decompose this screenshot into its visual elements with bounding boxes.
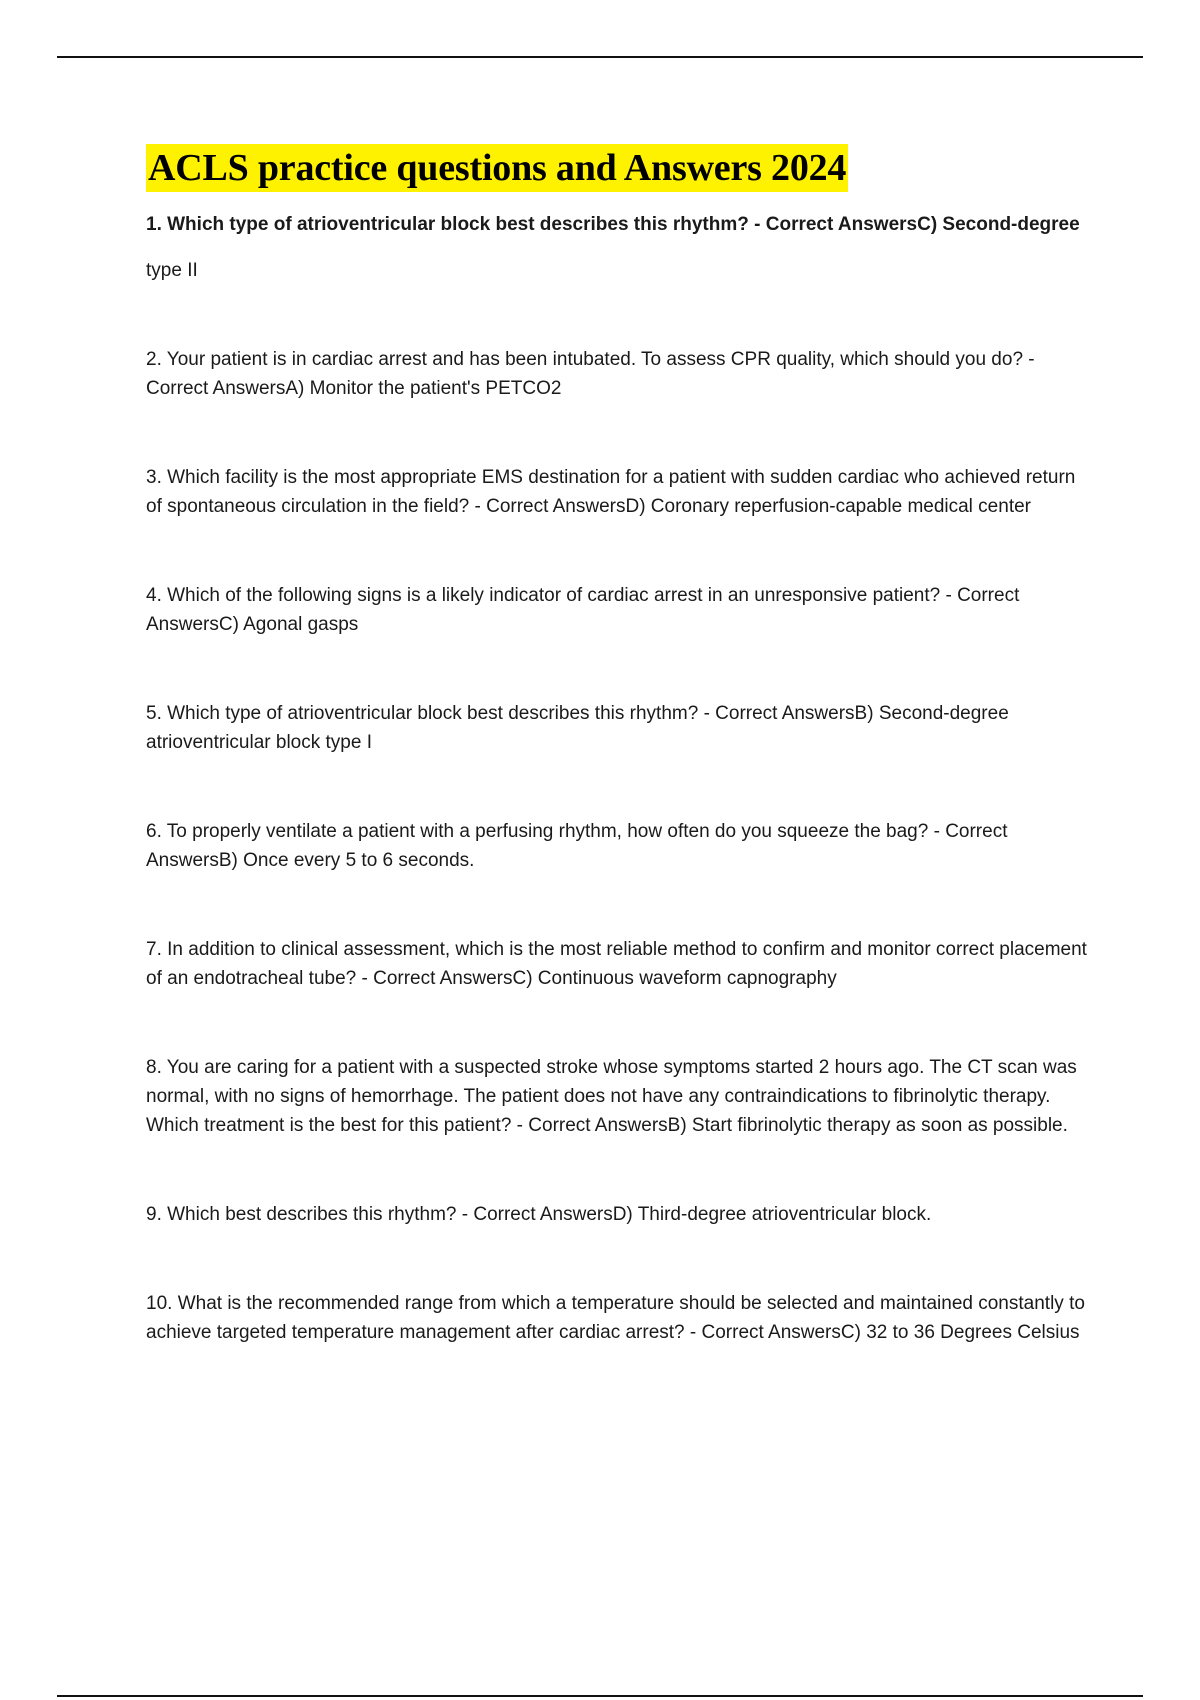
qa-item-4: 4. Which of the following signs is a likely indicator of cardiac arrest in an unresponsive patient? - Correct AnswersC) Agonal gasps xyxy=(146,585,1020,635)
spacer xyxy=(146,757,1091,817)
spacer xyxy=(146,403,1091,463)
document-title: ACLS practice questions and Answers 2024 xyxy=(146,144,848,192)
qa-item-7: 7. In addition to clinical assessment, which is the most reliable method to confirm and monitor correct placement of an endotracheal tube? - Correct AnswersC) Continuous waveform capnography xyxy=(146,939,1087,989)
top-divider xyxy=(57,56,1143,58)
document-body xyxy=(146,144,1091,1347)
qa-item-1-question: 1. Which type of atrioventricular block best describes this rhythm? - Correct AnswersC) Second-degree xyxy=(146,214,1080,235)
spacer xyxy=(146,993,1091,1053)
qa-item-6: 6. To properly ventilate a patient with a perfusing rhythm, how often do you squeeze the bag? - Correct AnswersB) Once every 5 to 6 seconds. xyxy=(146,821,1008,871)
qa-item-8: 8. You are caring for a patient with a suspected stroke whose symptoms started 2 hours ago. The CT scan was normal, with no signs of hemorrhage. The patient does not have any contraindications to fibrinolytic therapy. Which treatment is the best for this patient? - Correct AnswersB) Start fibrinolytic therapy as soon as possible. xyxy=(146,1057,1077,1136)
bottom-divider xyxy=(57,1695,1143,1697)
qa-item-9: 9. Which best describes this rhythm? - Correct AnswersD) Third-degree atrioventricular block. xyxy=(146,1204,932,1225)
qa-item-2: 2. Your patient is in cardiac arrest and has been intubated. To assess CPR quality, which should you do? - Correct AnswersA) Monitor the patient's PETCO2 xyxy=(146,349,1035,399)
qa-item-5: 5. Which type of atrioventricular block best describes this rhythm? - Correct AnswersB) Second-degree atrioventricular block type I xyxy=(146,703,1009,753)
qa-item-3: 3. Which facility is the most appropriate EMS destination for a patient with sudden cardiac who achieved return of spontaneous circulation in the field? - Correct AnswersD) Coronary reperfusion-capable medical center xyxy=(146,467,1076,517)
spacer xyxy=(146,1229,1091,1289)
qa-item-1 xyxy=(146,210,1091,285)
spacer xyxy=(146,285,1091,345)
spacer xyxy=(146,875,1091,935)
spacer xyxy=(146,521,1091,581)
qa-item-10: 10. What is the recommended range from which a temperature should be selected and maintained constantly to achieve targeted temperature management after cardiac arrest? - Correct AnswersC) 32 to 36 Degrees Celsius xyxy=(146,1293,1085,1343)
spacer xyxy=(146,639,1091,699)
qa-item-1-answer-continued: type II xyxy=(146,260,198,281)
spacer xyxy=(146,1140,1091,1200)
